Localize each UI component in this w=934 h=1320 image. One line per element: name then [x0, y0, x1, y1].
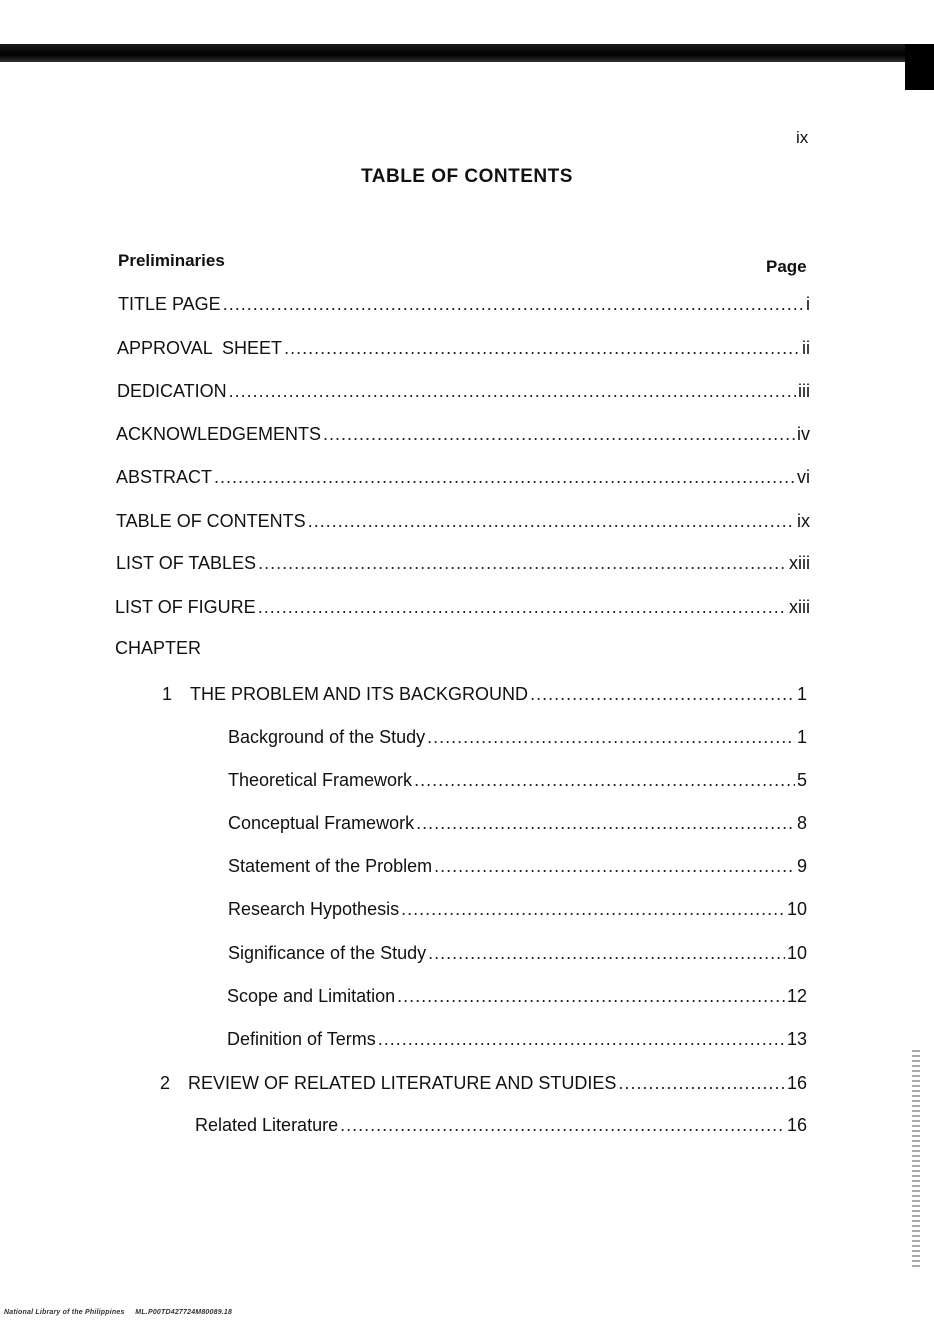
- toc-entry-page: iii: [798, 381, 810, 401]
- toc-entry-theoretical-framework[interactable]: [228, 770, 807, 791]
- leader-dots: [428, 943, 785, 964]
- toc-entry-conceptual-framework[interactable]: [228, 813, 807, 834]
- toc-entry-statement-of-problem[interactable]: [228, 856, 807, 877]
- leader-dots: [323, 424, 795, 445]
- chapter-heading: CHAPTER: [115, 638, 202, 658]
- toc-entry-label: Theoretical Framework: [228, 770, 413, 790]
- leader-dots: [223, 294, 804, 315]
- leader-dots: [397, 986, 785, 1007]
- toc-entry-label: TABLE OF CONTENTS: [116, 511, 306, 531]
- toc-entry-label: Statement of the Problem: [228, 856, 433, 876]
- toc-entry-label: TITLE PAGE: [118, 294, 221, 314]
- toc-entry-chapter-2[interactable]: [160, 1073, 807, 1094]
- toc-entry-label: Significance of the Study: [228, 943, 427, 963]
- toc-entry-label: Research Hypothesis: [228, 899, 400, 919]
- chapter-title: REVIEW OF RELATED LITERATURE AND STUDIES: [188, 1073, 617, 1093]
- toc-entry-related-literature[interactable]: [195, 1115, 807, 1136]
- toc-entry-label: Definition of Terms: [227, 1029, 376, 1049]
- leader-dots: [414, 770, 795, 791]
- toc-entry-abstract[interactable]: [116, 467, 810, 488]
- page-column-heading: Page: [766, 257, 807, 276]
- toc-entry-page: 10: [786, 899, 807, 919]
- toc-entry-significance-of-study[interactable]: [228, 943, 807, 964]
- toc-entry-label: Related Literature: [195, 1115, 339, 1135]
- toc-entry-page: 9: [796, 856, 807, 876]
- scan-edge-noise: [912, 1050, 920, 1270]
- toc-entry-page: iv: [797, 424, 810, 444]
- toc-entry-acknowledgements[interactable]: [116, 424, 810, 445]
- toc-entry-background-of-study[interactable]: [228, 727, 807, 748]
- toc-entry-page: 8: [796, 813, 807, 833]
- toc-entry-table-of-contents[interactable]: [116, 511, 810, 532]
- preliminaries-heading: Preliminaries: [118, 251, 225, 270]
- toc-entry-page: 13: [786, 1029, 807, 1049]
- toc-entry-title-page[interactable]: [118, 294, 810, 315]
- leader-dots: [530, 684, 795, 705]
- chapter-number: 2: [160, 1073, 171, 1093]
- page-number: ix: [796, 128, 809, 147]
- toc-entry-list-of-tables[interactable]: [116, 553, 810, 574]
- toc-entry-research-hypothesis[interactable]: [228, 899, 807, 920]
- toc-entry-page: i: [806, 294, 810, 314]
- toc-entry-chapter-1[interactable]: [162, 684, 807, 705]
- toc-entry-page: 10: [786, 943, 807, 963]
- scan-corner-mark: [905, 44, 934, 90]
- leader-dots: [427, 727, 795, 748]
- toc-entry-page: 16: [786, 1073, 807, 1093]
- toc-entry-label: Background of the Study: [228, 727, 426, 747]
- chapter-title: THE PROBLEM AND ITS BACKGROUND: [190, 684, 529, 704]
- toc-entry-label: LIST OF FIGURE: [115, 597, 256, 617]
- leader-dots: [618, 1073, 785, 1094]
- leader-dots: [229, 381, 796, 402]
- chapter-number: 1: [162, 684, 173, 704]
- toc-entry-list-of-figure[interactable]: [115, 597, 810, 618]
- toc-entry-page: 1: [796, 727, 807, 747]
- library-footer: National Library of the Philippines ML.P00TD427724M80089.18: [4, 1309, 233, 1316]
- toc-entry-label: DEDICATION: [117, 381, 227, 401]
- toc-entry-label: APPROVAL SHEET: [117, 338, 283, 358]
- leader-dots: [284, 338, 800, 359]
- toc-entry-label: ABSTRACT: [116, 467, 213, 487]
- leader-dots: [214, 467, 795, 488]
- leader-dots: [258, 553, 787, 574]
- toc-entry-definition-of-terms[interactable]: [227, 1029, 807, 1050]
- toc-entry-page: ix: [797, 511, 810, 531]
- leader-dots: [434, 856, 795, 877]
- page-title: TABLE OF CONTENTS: [361, 166, 573, 187]
- toc-entry-scope-and-limitation[interactable]: [227, 986, 807, 1007]
- toc-entry-label: Conceptual Framework: [228, 813, 415, 833]
- leader-dots: [401, 899, 785, 920]
- toc-entry-page: xiii: [789, 553, 810, 573]
- scan-top-border: [0, 44, 920, 62]
- leader-dots: [378, 1029, 785, 1050]
- toc-entry-page: ii: [802, 338, 810, 358]
- leader-dots: [340, 1115, 785, 1136]
- toc-entry-page: 12: [786, 986, 807, 1006]
- toc-entry-page: vi: [797, 467, 810, 487]
- leader-dots: [308, 511, 795, 532]
- toc-entry-label: Scope and Limitation: [227, 986, 396, 1006]
- toc-entry-approval-sheet[interactable]: [117, 338, 810, 359]
- toc-entry-page: xiii: [789, 597, 810, 617]
- leader-dots: [416, 813, 795, 834]
- toc-entry-dedication[interactable]: [117, 381, 810, 402]
- toc-entry-label: ACKNOWLEDGEMENTS: [116, 424, 322, 444]
- toc-entry-page: 5: [796, 770, 807, 790]
- toc-entry-page: 16: [786, 1115, 807, 1135]
- leader-dots: [258, 597, 787, 618]
- toc-entry-label: LIST OF TABLES: [116, 553, 257, 573]
- toc-entry-page: 1: [796, 684, 807, 704]
